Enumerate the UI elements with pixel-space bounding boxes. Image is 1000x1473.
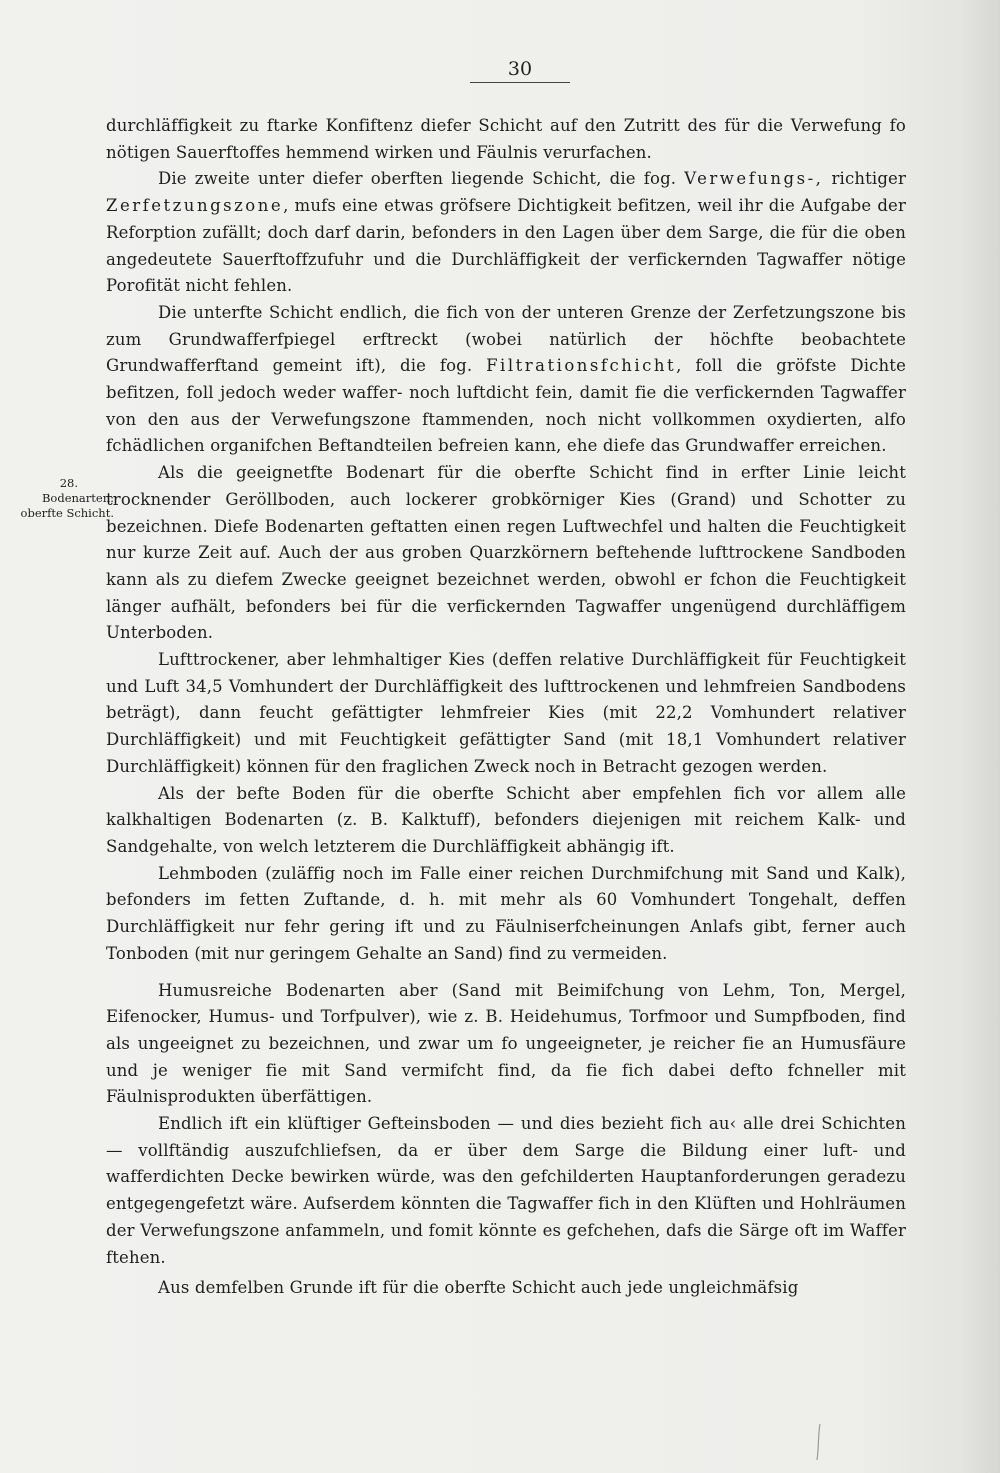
paragraph-7: Lehmboden (zuläffig noch im Falle einer reichen Durchmifchung mit Sand und Kalk), befonders im fetten Zuftande, d. h. mit mehr als 60 Vomhundert Tongehalt, deffen Durchläffigkeit nur fehr gering ift und zu Fäulniserfcheinungen Anlafs gibt, ferner auch Tonboden (mit nur geringem Gehalte an Sand) find zu vermeiden. (106, 863, 906, 963)
page-number: 30 (507, 58, 533, 80)
body-text (106, 113, 906, 1302)
margin-note (10, 476, 114, 521)
term-filtrationsfchicht: Filtrationsfchicht (486, 356, 677, 376)
header-rule (470, 82, 570, 83)
paragraph-3 (106, 300, 906, 460)
margin-note-line1: Bodenarten: (41, 491, 114, 505)
pencil-mark (812, 1422, 824, 1462)
paragraph-3-after: , foll die gröfste Dichte befitzen, foll jedoch weder waffer- noch luftdicht fein, damit fie die verfickernden Tagwaffer von den aus der Verwefungszone ftammenden, noch nicht vollkommen oxydierten, alfo fchädlichen organifchen Beftandteilen befreien kann, ehe diefe das Grundwaffer erreichen. (106, 356, 907, 456)
margin-note-number: 28. (59, 476, 78, 490)
paragraph-2-after: , mufs eine etwas gröfsere Dichtigkeit befitzen, weil ihr die Aufgabe der Reforption zufällt; doch darf darin, befonders in den Lagen über dem Sarge, die für die oben angedeutete Sauerftoffzufuhr und die Durchläffigkeit der verfickernden Tagwaffer nötige Porofität nicht fehlen. (106, 196, 906, 296)
paragraph-8: Humusreiche Bodenarten aber (Sand mit Beimifchung von Lehm, Ton, Mergel, Eifenocker, Humus- und Torfpulver), wie z. B. Heidehumus, Torfmoor und Sumpfboden, find als ungeeignet zu bezeichnen, und zwar um fo ungeeigneter, je reicher fie an Humusfäure und je weniger fie mit Sand vermifcht find, da fie fich dabei defto fchneller mit Fäulnisprodukten überfättigen. (106, 980, 906, 1107)
paragraph-3-before: Die unterfte Schicht endlich, die fich von der unteren Grenze der Zerfetzungszone bis zum Grundwafferfpiegel erftreckt (wobei natürlich der höchfte beobachtete Grundwafferftand gemeint ift), die fog. (106, 302, 906, 376)
paragraph-2-mid: richtiger (823, 169, 906, 189)
paragraph-10: Aus demfelben Grunde ift für die oberfte Schicht auch jede ungleichmäfsig (158, 1278, 799, 1298)
paragraph-4: Als die geeignetfte Bodenart für die oberfte Schicht find in erfter Linie leicht trocknender Geröllboden, auch lockerer grobkörniger Kies (Grand) und Schotter zu bezeichnen. Diefe Bodenarten geftatten einen regen Luftwechfel und halten die Feuchtigkeit nur kurze Zeit auf. Auch der aus groben Quarzkörnern beftehende lufttrockene Sandboden kann als zu diefem Zwecke geeignet bezeichnet werden, obwohl er fchon die Feuchtigkeit länger aufhält, befonders bei für die verfickernden Tagwaffer ungenügend durchläffigem Unterboden. (106, 463, 906, 643)
paragraph-5: Lufttrockener, aber lehmhaltiger Kies (deffen relative Durchläffigkeit für Feuchtigkeit und Luft 34,5 Vomhundert der Durchläffigkeit des lufttrockenen und lehmfreien Sandbodens beträgt), dann feucht gefättigter lehmfreier Kies (mit 22,2 Vomhundert relativer Durchläffigkeit) und mit Feuchtigkeit gefättigter Sand (mit 18,1 Vomhundert relativer Durchläffigkeit) können für den fraglichen Zweck noch in Betracht gezogen werden. (106, 650, 906, 776)
paragraph-9: Endlich ift ein klüftiger Gefteinsboden — und dies bezieht fich au‹ alle drei Schichten — vollftändig auszufchliefsen, da er über dem Sarge die Bildung einer luft- und wafferdichten Decke bewirken würde, was den gefchilderten Hauptanforderungen geradezu entgegengefetzt wäre. Aufserdem könnten die Tagwaffer fich in den Klüften und Hohlräumen der Verwefungszone anfammeln, und fomit könnte es gefchehen, dafs die Särge oft im Waffer ftehen. (106, 1114, 906, 1267)
paragraph-6: Als der befte Boden für die oberfte Schicht aber empfehlen fich vor allem alle kalkhaltigen Bodenarten (z. B. Kalktuff), befonders diejenigen mit reichem Kalk- und Sandgehalte, von welch letzterem die Durchläffigkeit abhängig ift. (106, 783, 906, 856)
paragraph-1: durchläffigkeit zu ftarke Konfiftenz diefer Schicht auf den Zutritt des für die Verwefung fo nötigen Sauerftoffes hemmend wirken und Fäulnis verurfachen. (106, 116, 906, 162)
term-verwefungs: Verwefungs-, (684, 169, 824, 189)
paragraph-2 (106, 166, 906, 300)
margin-note-line2: oberfte Schicht. (20, 506, 114, 520)
paragraph-2-before: Die zweite unter diefer oberften liegende Schicht, die fog. (158, 169, 685, 189)
term-zerfetzungszone: Zerfetzungszone (106, 196, 284, 216)
